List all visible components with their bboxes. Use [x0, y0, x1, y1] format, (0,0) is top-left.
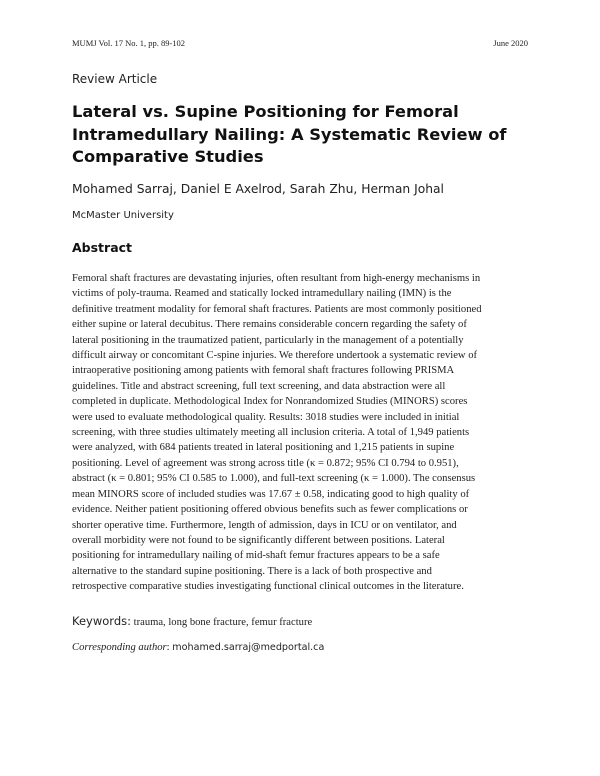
- corresponding-author-label: Corresponding author: [72, 642, 167, 653]
- abstract-line: were used to evaluate methodological quality. Results: 3018 studies were included in initial: [72, 411, 460, 423]
- article-type: Review Article: [72, 72, 158, 86]
- abstract-line: abstract (κ = 0.801; 95% CI 0.585 to 1.000), and full-text screening (κ = 1.000). The consensus: [72, 473, 476, 485]
- abstract-line: difficult airway or concomitant C-spine injuries. We therefore undertook a systematic review of: [72, 350, 478, 362]
- abstract-line: alternative to the standard supine positioning. There is a lack of both prospective and: [72, 565, 432, 577]
- abstract-line: either supine or lateral decubitus. There remains considerable concern regarding the safety of: [72, 319, 467, 331]
- abstract-line: overall morbidity were not found to be significantly different between positions. Lateral: [72, 534, 445, 546]
- journal-citation: MUMJ Vol. 17 No. 1, pp. 89-102: [72, 38, 186, 48]
- abstract-line: completed in duplicate. Methodological Index for Nonrandomized Studies (MINORS) scores: [72, 396, 468, 408]
- abstract-line: victims of poly-trauma. Reamed and statically locked intramedullary nailing (IMN) is the: [72, 288, 452, 300]
- abstract-line: positioning. Level of agreement was strong across title (κ = 0.872; 95% CI 0.794 to 0.951),: [72, 457, 459, 469]
- abstract-body: [72, 271, 532, 595]
- abstract-line: Femoral shaft fractures are devastating injuries, often resultant from high-energy mechanisms in: [72, 273, 481, 284]
- abstract-line: lateral positioning in the traumatized patient, particularly in the management of a potentially: [72, 334, 464, 346]
- abstract-line: shorter operative time. Furthermore, length of admission, days in ICU or on ventilator, and: [72, 519, 457, 531]
- keywords-value: trauma, long bone fracture, femur fracture: [133, 617, 313, 628]
- article-title: Lateral vs. Supine Positioning for Femoral Intramedullary Nailing: A Systematic Review of Comparative Studies: [72, 102, 507, 166]
- abstract-line: screening, with three studies ultimately meeting all inclusion criteria. A total of 1,949 patients: [72, 427, 470, 439]
- abstract-line: retrospective comparative studies investigating functional clinical outcomes in the literature.: [72, 581, 464, 593]
- corresponding-author-separator: :: [166, 642, 170, 653]
- abstract-line: definitive treatment modality for femoral shaft fractures. Patients are most commonly positioned: [72, 303, 482, 315]
- keywords: [72, 614, 312, 628]
- affiliation: McMaster University: [72, 210, 174, 221]
- abstract-line: mean MINORS score of included studies was 17.67 ± 0.58, indicating good to high quality of: [72, 488, 470, 500]
- author-list: Mohamed Sarraj, Daniel E Axelrod, Sarah Zhu, Herman Johal: [72, 182, 444, 196]
- abstract-line: intraoperative positioning among patients with femoral shaft fractures following PRISMA: [72, 365, 455, 377]
- corresponding-author-email[interactable]: mohamed.sarraj@medportal.ca: [172, 642, 325, 653]
- issue-date: June 2020: [493, 38, 528, 48]
- abstract-line: were analyzed, with 684 patients treated in lateral positioning and 1,215 patients in supine: [72, 442, 455, 454]
- abstract-heading: Abstract: [72, 240, 133, 255]
- abstract-line: guidelines. Title and abstract screening, full text screening, and data abstraction were all: [72, 380, 446, 392]
- keywords-label: Keywords:: [72, 614, 131, 628]
- abstract-line: evidence. Neither patient positioning offered obvious benefits such as fewer complications or: [72, 504, 468, 516]
- corresponding-author: [72, 642, 324, 653]
- abstract-line: positioning for intramedullary nailing of mid-shaft femur fractures appears to be a safe: [72, 550, 440, 562]
